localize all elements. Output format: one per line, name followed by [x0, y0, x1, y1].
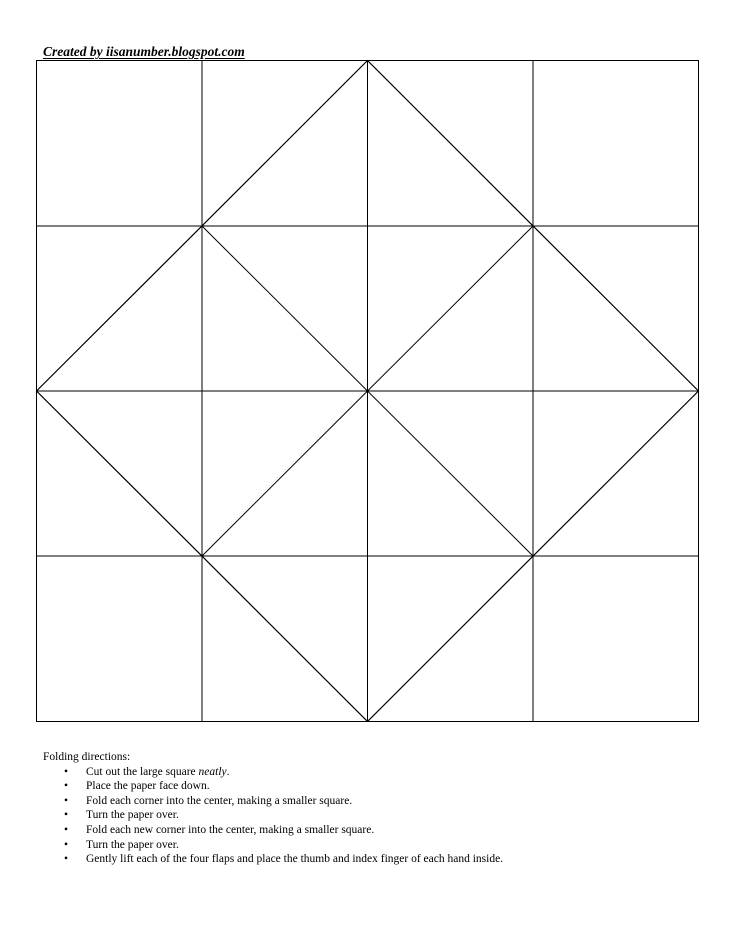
bullet-icon: • [64, 838, 69, 851]
step-suffix: . [226, 765, 230, 778]
step-text: Fold each new corner into the center, making a smaller square. [86, 823, 375, 836]
fold-diagonal-top-upper [202, 61, 368, 227]
fold-diagonal-right-lower [533, 391, 699, 556]
step-text: Gently lift each of the four flaps and place the thumb and index finger of each hand inside. [86, 853, 504, 866]
directions-list [43, 765, 503, 867]
direction-step-3 [43, 794, 503, 809]
directions-heading: Folding directions: [43, 751, 131, 763]
step-text: Turn the paper over. [86, 809, 179, 822]
fold-diagonal-right-upper [533, 226, 699, 391]
direction-step-6 [43, 838, 503, 853]
fold-diagonal-top-upper-right [368, 61, 534, 227]
bullet-icon: • [64, 794, 69, 807]
direction-step-2 [43, 779, 503, 794]
fold-diagonal-bottom-lower-right [368, 556, 534, 722]
direction-step-4 [43, 808, 503, 823]
fold-diagonal-left-lower [37, 391, 203, 556]
direction-step-5 [43, 823, 503, 838]
fold-diagonal-bottom-right [368, 391, 534, 556]
step-text: Place the paper face down. [86, 780, 210, 793]
step-emphasis: neatly [198, 765, 227, 778]
fold-diagonal-top-left [202, 226, 368, 391]
folding-directions [43, 750, 503, 867]
bullet-icon: • [64, 765, 69, 778]
fold-diagonal-bottom-left [202, 391, 368, 556]
bullet-icon: • [64, 853, 69, 866]
credit-link[interactable]: Created by iisanumber.blogspot.com [43, 44, 245, 59]
bullet-icon: • [64, 780, 69, 793]
bullet-icon: • [64, 809, 69, 822]
direction-step-1 [43, 765, 503, 780]
direction-step-7 [43, 852, 503, 867]
bullet-icon: • [64, 823, 69, 836]
fold-diagonal-top-right [368, 226, 534, 391]
step-text: Fold each corner into the center, making a smaller square. [86, 794, 353, 807]
fold-diagonal-left-upper [37, 226, 203, 391]
step-text: Turn the paper over. [86, 838, 179, 851]
fold-diagonal-bottom-lower [202, 556, 368, 722]
step-text: Cut out the large square [86, 765, 199, 778]
